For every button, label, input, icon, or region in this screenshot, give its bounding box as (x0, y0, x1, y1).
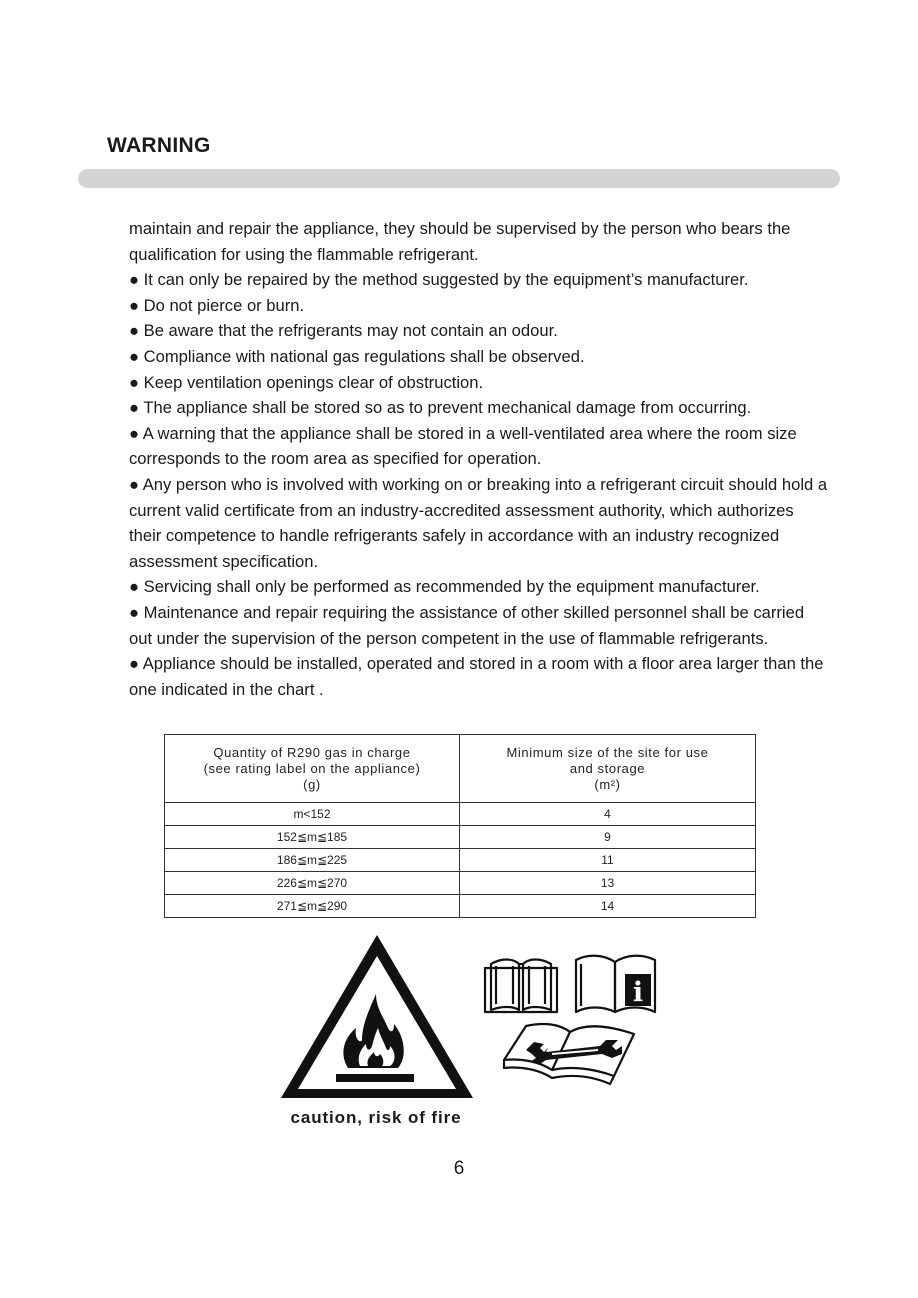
refrigerant-area-table (164, 734, 756, 918)
gas-quantity-cell: 226≦m≦270 (165, 872, 460, 895)
gas-quantity-cell: 152≦m≦185 (165, 826, 460, 849)
bullet-item: ● Be aware that the refrigerants may not contain an odour. (129, 321, 558, 341)
header-minimum-area: Minimum size of the site for use and storage (m²) (460, 735, 756, 803)
table-row (165, 826, 756, 849)
min-area-cell: 9 (460, 826, 756, 849)
table-row (165, 803, 756, 826)
table-header-row (165, 735, 756, 803)
bullet-item: ● The appliance shall be stored so as to prevent mechanical damage from occurring. (129, 398, 752, 418)
bullet-item: ● Do not pierce or burn. (129, 295, 305, 315)
header-gas-quantity: Quantity of R290 gas in charge (see rating label on the appliance) (g) (165, 735, 460, 803)
table-row (165, 849, 756, 872)
fire-caution-caption: caution, risk of fire (290, 1108, 462, 1127)
table-row (165, 872, 756, 895)
warning-body (129, 216, 829, 702)
flammable-warning-icon (278, 932, 476, 1102)
service-manual-icon (500, 1018, 640, 1086)
bullet-item: ● Maintenance and repair requiring the assistance of other skilled personnel shall be carried out under the supervision of the person competent in the use of flammable refrigerants. (129, 602, 805, 648)
read-manual-icon (483, 952, 559, 1016)
page-number: 6 (453, 1158, 465, 1179)
page-heading: WARNING (107, 134, 211, 157)
gas-quantity-cell: 186≦m≦225 (165, 849, 460, 872)
info-glyph: i (632, 977, 644, 1008)
bullet-item: ● Keep ventilation openings clear of obstruction. (129, 372, 484, 392)
bullet-item: ● A warning that the appliance shall be stored in a well-ventilated area where the room size corresponds to the room area as specified for operation. (129, 423, 797, 469)
gas-quantity-cell: m<152 (165, 803, 460, 826)
min-area-cell: 13 (460, 872, 756, 895)
bullet-item: ● Compliance with national gas regulations shall be observed. (129, 346, 585, 366)
heading-rule (78, 169, 840, 188)
min-area-cell: 11 (460, 849, 756, 872)
min-area-cell: 14 (460, 895, 756, 918)
bullet-item: ● Any person who is involved with working on or breaking into a refrigerant circuit should hold a current valid certificate from an industry-accredited assessment authority, which authorizes their competence to handle refrigerants safely in accordance with an industry recognized assessment specification. (129, 474, 828, 571)
min-area-cell: 4 (460, 803, 756, 826)
bullet-item: ● Servicing shall only be performed as recommended by the equipment manufacturer. (129, 577, 760, 597)
bullet-item: ● It can only be repaired by the method suggested by the equipment’s manufacturer. (129, 270, 749, 290)
bullet-item: ● Appliance should be installed, operated and stored in a room with a floor area larger than the one indicated in the chart . (129, 654, 824, 699)
table-row (165, 895, 756, 918)
information-icon (573, 952, 659, 1016)
paragraph-continuation: maintain and repair the appliance, they should be supervised by the person who bears the qualification for using the flammable refrigerant. (129, 219, 791, 264)
gas-quantity-cell: 271≦m≦290 (165, 895, 460, 918)
